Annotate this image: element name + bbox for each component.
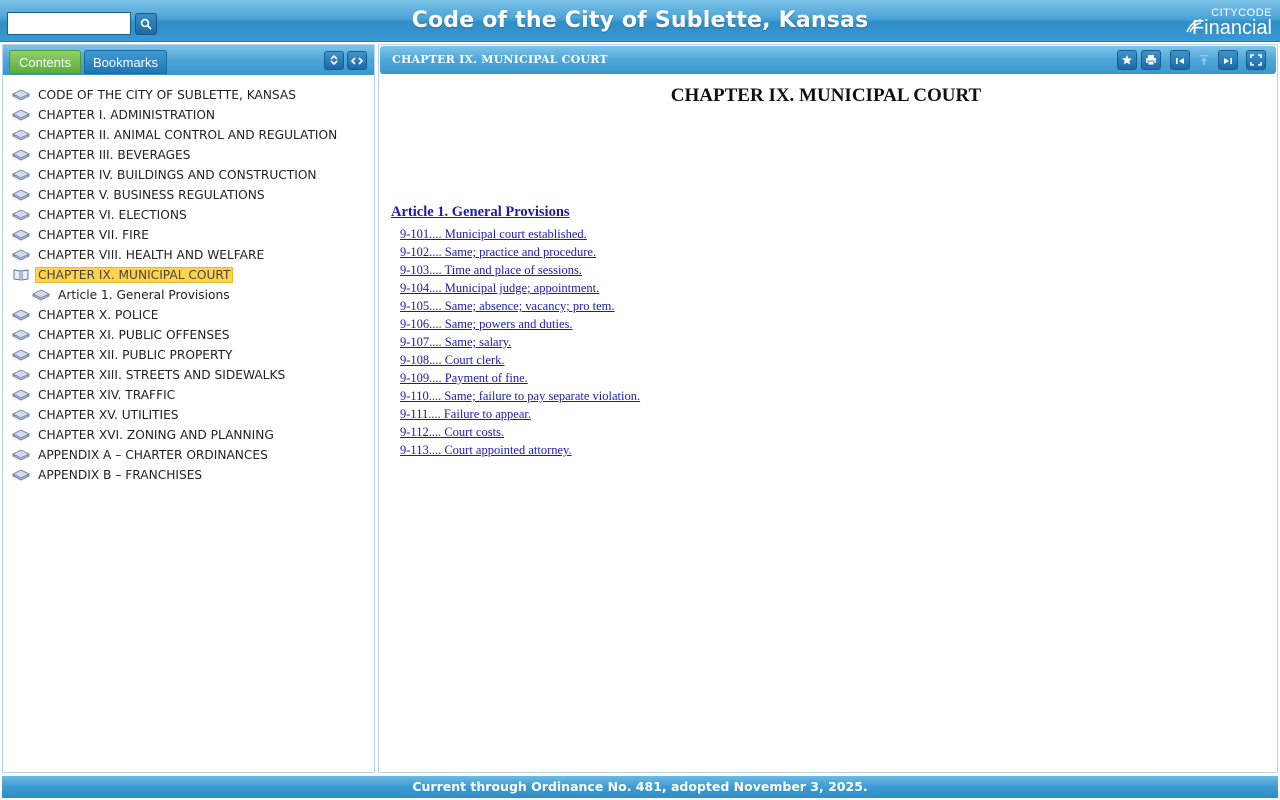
toc-item[interactable] [11,125,371,145]
book-icon [11,127,31,143]
book-icon [11,467,31,483]
open-book-icon [11,267,31,283]
book-icon [31,287,51,303]
swoosh-icon [1186,19,1202,36]
toc-item[interactable] [11,185,371,205]
section-list [391,225,1261,459]
section-link[interactable]: 9-107.... Same; salary. [400,335,512,349]
fullscreen-button[interactable] [1246,50,1266,70]
expand-collapse-button[interactable] [324,51,344,70]
book-icon [11,147,31,163]
previous-section-button[interactable] [1170,50,1190,70]
bookmark-button[interactable] [1117,50,1137,70]
toc-item-label: CHAPTER III. BEVERAGES [38,148,191,162]
book-icon [11,87,31,103]
section-link[interactable]: 9-104.... Municipal judge; appointment. [400,281,600,295]
book-icon [11,347,31,363]
chevron-up-down-icon [329,51,339,70]
star-icon [1121,51,1133,70]
book-icon [11,167,31,183]
section-link[interactable]: 9-112.... Court costs. [400,425,505,439]
section-link[interactable]: 9-105.... Same; absence; vacancy; pro tem. [400,299,615,313]
book-icon [11,447,31,463]
toc-item-label: CHAPTER VI. ELECTIONS [38,208,187,222]
arrow-up-icon [1199,51,1209,70]
section-link[interactable]: 9-102.... Same; practice and procedure. [400,245,597,259]
printer-icon [1145,51,1157,70]
contents-panel [2,44,375,773]
site-title: Code of the City of Sublette, Kansas [411,8,869,33]
toc-item-label: CHAPTER XVI. ZONING AND PLANNING [38,428,274,442]
toc-item-label: CHAPTER VII. FIRE [38,228,149,242]
book-icon [11,227,31,243]
skip-next-icon [1222,51,1234,70]
chevron-left-right-icon [351,51,363,70]
document-panel [378,44,1278,773]
tab-contents[interactable]: Contents [9,50,81,74]
toc-item[interactable] [11,385,371,405]
toc-item-label: CHAPTER XII. PUBLIC PROPERTY [38,348,233,362]
toc-item[interactable] [11,245,371,265]
book-icon [11,367,31,383]
book-icon [11,107,31,123]
toc-item[interactable] [11,345,371,365]
toc-item[interactable] [11,165,371,185]
brand-logo[interactable] [1192,8,1272,38]
toc-item-label: CHAPTER XIV. TRAFFIC [38,388,176,402]
toc-item-label: CHAPTER V. BUSINESS REGULATIONS [38,188,265,202]
toc-item[interactable] [11,205,371,225]
toc-item-label: CHAPTER II. ANIMAL CONTROL AND REGULATION [38,128,338,142]
toc-item[interactable] [11,465,371,485]
toc-item[interactable] [11,305,371,325]
toc-item[interactable] [11,105,371,125]
footer-status: Current through Ordinance No. 481, adopted November 3, 2025. [2,776,1278,798]
parent-section-button[interactable] [1194,50,1214,70]
toc-tree [11,85,371,485]
toc-item-label: CHAPTER X. POLICE [38,308,159,322]
toc-item-label: CHAPTER IX. MUNICIPAL COURT [35,267,233,283]
tab-bookmarks[interactable]: Bookmarks [84,50,167,74]
section-link[interactable]: 9-106.... Same; powers and duties. [400,317,573,331]
article-link[interactable]: Article 1. General Provisions [391,204,570,220]
fullscreen-icon [1250,51,1262,70]
book-icon [11,407,31,423]
toc-item-label: CHAPTER XIII. STREETS AND SIDEWALKS [38,368,286,382]
section-link[interactable]: 9-109.... Payment of fine. [400,371,528,385]
section-link[interactable]: 9-101.... Municipal court established. [400,227,587,241]
toc-item-label: CODE OF THE CITY OF SUBLETTE, KANSAS [38,88,296,102]
book-icon [11,307,31,323]
next-section-button[interactable] [1218,50,1238,70]
skip-previous-icon [1174,51,1186,70]
section-link[interactable]: 9-111.... Failure to appear. [400,407,531,421]
brand-bottom-text: Financial [1191,17,1272,39]
book-icon [11,327,31,343]
book-icon [11,187,31,203]
toc-item[interactable] [11,265,371,285]
app-header [0,0,1280,42]
toc-item-label: CHAPTER I. ADMINISTRATION [38,108,216,122]
toc-subitem[interactable] [11,285,371,305]
section-link[interactable]: 9-103.... Time and place of sessions. [400,263,582,277]
toc-item[interactable] [11,225,371,245]
book-icon [11,247,31,263]
book-icon [11,207,31,223]
book-icon [11,387,31,403]
brand-top-text: CITYCODE [1211,7,1272,19]
print-button[interactable] [1141,50,1161,70]
toc-item[interactable] [11,445,371,465]
toc-item[interactable] [11,325,371,345]
section-link[interactable]: 9-110.... Same; failure to pay separate violation. [400,389,641,403]
document-content [391,83,1261,459]
toc-item-label: Article 1. General Provisions [58,288,230,302]
toc-item[interactable] [11,85,371,105]
toc-item-label: CHAPTER IV. BUILDINGS AND CONSTRUCTION [38,168,317,182]
toc-item-label: APPENDIX A – CHARTER ORDINANCES [38,448,268,462]
toc-item-label: CHAPTER VIII. HEALTH AND WELFARE [38,248,265,262]
toc-item-label: APPENDIX B – FRANCHISES [38,468,203,482]
section-link[interactable]: 9-108.... Court clerk. [400,353,505,367]
section-link[interactable]: 9-113.... Court appointed attorney. [400,443,572,457]
chapter-title: CHAPTER IX. MUNICIPAL COURT [670,85,982,106]
book-icon [11,427,31,443]
toc-item[interactable] [11,145,371,165]
toc-item-label: CHAPTER XI. PUBLIC OFFENSES [38,328,230,342]
breadcrumb: CHAPTER IX. MUNICIPAL COURT [392,53,608,66]
panel-tabbar [3,45,374,75]
toc-item[interactable] [11,425,371,445]
toc-item[interactable] [11,365,371,385]
sync-toc-button[interactable] [347,51,367,70]
document-toolbar [380,46,1276,74]
toc-item[interactable] [11,405,371,425]
toc-item-label: CHAPTER XV. UTILITIES [38,408,179,422]
